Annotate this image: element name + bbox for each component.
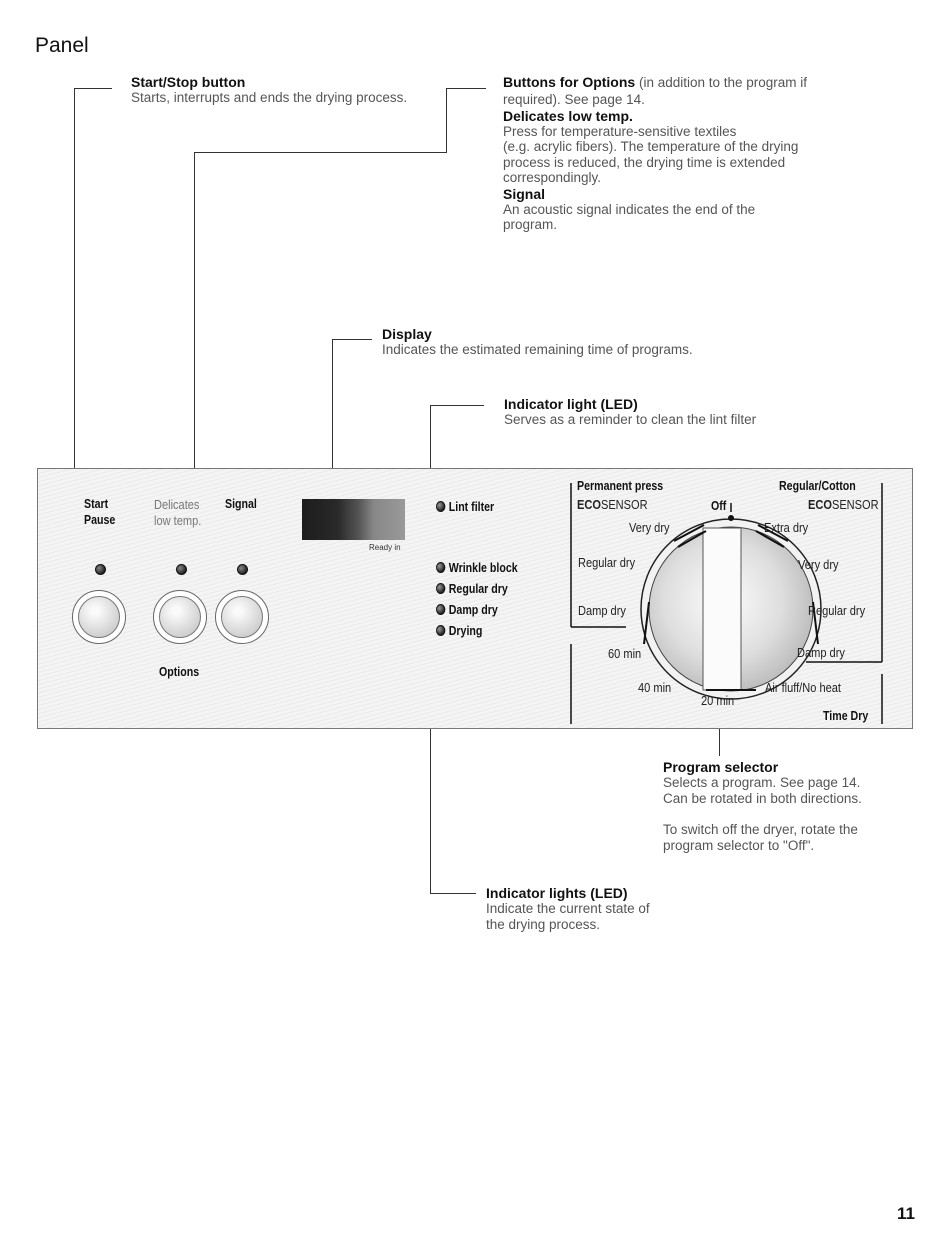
perm-very-dry-label: Very dry — [629, 520, 670, 535]
delicates-line: (e.g. acrylic fibers). The temperature of the drying — [503, 139, 799, 154]
led-label: Regular dry — [448, 582, 508, 596]
program-selector-body-2 — [663, 822, 923, 853]
60-min-label: 60 min — [608, 646, 642, 661]
button-cap-icon — [159, 596, 201, 638]
button-cap-icon — [78, 596, 120, 638]
regular-cotton-label: Regular/Cotton — [779, 479, 856, 493]
page-title: Panel — [35, 34, 89, 57]
cotton-regular-dry-label: Regular dry — [808, 603, 866, 618]
20-min-label: 20 min — [701, 693, 735, 708]
delicates-line: correspondingly. — [503, 170, 602, 185]
eco-bold: ECO — [808, 497, 832, 512]
permanent-press-label: Permanent press — [577, 479, 664, 493]
indicator-lights-body — [486, 901, 746, 932]
ready-in-label: Ready in — [369, 543, 401, 552]
air-fluff-label: Air fluff/No heat — [765, 680, 841, 695]
signal-callout-body — [503, 202, 903, 233]
indicator-lights-line: the drying process. — [486, 916, 601, 932]
page-number: 11 — [897, 1204, 915, 1223]
start-led-icon — [95, 564, 106, 575]
program-selector-body — [663, 775, 923, 806]
leader-line — [194, 152, 195, 490]
40-min-label: 40 min — [638, 680, 672, 695]
time-display — [302, 499, 405, 540]
off-label: Off — [711, 499, 727, 513]
options-callout-suffix: (in addition to the program if — [635, 75, 808, 90]
indicator-lights-callout — [486, 885, 746, 932]
indicator-lights-line: Indicate the current state of — [486, 901, 650, 916]
indicator-led-callout-title: Indicator light (LED) — [504, 396, 638, 412]
eco-bold: ECO — [577, 497, 601, 512]
delicates-callout-title: Delicates low temp. — [503, 107, 633, 124]
pause-label: Pause — [84, 513, 116, 527]
damp-led-icon — [436, 604, 445, 615]
signal-line: An acoustic signal indicates the end of the — [503, 201, 756, 217]
options-callout-title: Buttons for Options — [503, 74, 636, 90]
dryer-control-panel — [37, 468, 913, 729]
leader-line — [74, 88, 75, 480]
led-label: Damp dry — [448, 603, 498, 617]
options-label: Options — [159, 665, 200, 679]
program-selector-title: Program selector — [663, 759, 779, 775]
sensor-text: SENSOR — [831, 497, 879, 512]
program-selector-line: Can be rotated in both directions. — [663, 790, 862, 806]
time-dry-label: Time Dry — [823, 709, 869, 723]
indicator-lights-title: Indicator lights (LED) — [486, 885, 628, 901]
options-callout — [503, 74, 903, 233]
led-damp-dry — [436, 603, 498, 617]
display-callout-body: Indicates the estimated remaining time of programs. — [382, 342, 693, 357]
signal-line: program. — [503, 217, 558, 232]
leader-line — [332, 339, 372, 340]
signal-led-icon — [237, 564, 248, 575]
leader-line — [446, 88, 447, 152]
cotton-very-dry-label: Very dry — [798, 557, 839, 572]
delicates-callout-body — [503, 124, 903, 186]
leader-line — [332, 339, 333, 479]
display-callout-title: Display — [382, 326, 432, 342]
led-label: Drying — [448, 624, 483, 638]
led-label: Lint filter — [448, 500, 495, 514]
led-lint-filter — [436, 500, 494, 514]
regular-led-icon — [436, 583, 445, 594]
delicates-led-icon — [176, 564, 187, 575]
program-selector-line: To switch off the dryer, rotate the — [663, 822, 858, 837]
led-wrinkle-block — [436, 561, 518, 575]
lint-led-icon — [436, 501, 445, 512]
drying-led-icon — [436, 625, 445, 636]
start-stop-callout-body: Starts, interrupts and ends the drying process. — [131, 90, 408, 105]
leader-line — [430, 893, 476, 894]
wrinkle-led-icon — [436, 562, 445, 573]
options-callout-suffix-2: required). See page 14. — [503, 92, 645, 107]
cotton-damp-dry-label: Damp dry — [797, 645, 845, 660]
led-label: Wrinkle block — [448, 561, 518, 575]
led-regular-dry — [436, 582, 508, 596]
delicates-low-temp-button[interactable] — [153, 590, 207, 644]
program-selector-line: program selector to "Off". — [663, 837, 815, 853]
program-selector-dial[interactable] — [566, 479, 911, 724]
led-drying — [436, 624, 482, 638]
perm-damp-dry-label: Damp dry — [578, 603, 626, 618]
start-label: Start — [84, 497, 109, 511]
start-pause-button[interactable] — [72, 590, 126, 644]
program-selector-line: Selects a program. See page 14. — [663, 775, 861, 790]
button-cap-icon — [221, 596, 263, 638]
leader-line — [194, 152, 447, 153]
leader-line — [446, 88, 486, 89]
eco-sensor-left — [577, 497, 648, 512]
signal-callout-title: Signal — [503, 185, 546, 202]
perm-regular-dry-label: Regular dry — [578, 555, 636, 570]
delicates-label: Delicates — [154, 497, 200, 512]
leader-line — [74, 88, 112, 89]
delicates-line: process is reduced, the drying time is extended — [503, 154, 786, 170]
indicator-led-callout-body: Serves as a reminder to clean the lint filter — [504, 412, 757, 427]
program-selector-callout — [663, 759, 923, 853]
start-stop-callout-title: Start/Stop button — [131, 74, 246, 90]
signal-label: Signal — [225, 497, 257, 511]
eco-sensor-right — [808, 497, 879, 512]
leader-line — [430, 405, 484, 406]
cotton-extra-dry-label: Extra dry — [764, 520, 809, 535]
delicates-line: Press for temperature-sensitive textiles — [503, 123, 737, 139]
low-temp-label: low temp. — [154, 513, 202, 528]
signal-button[interactable] — [215, 590, 269, 644]
sensor-text: SENSOR — [600, 497, 648, 512]
